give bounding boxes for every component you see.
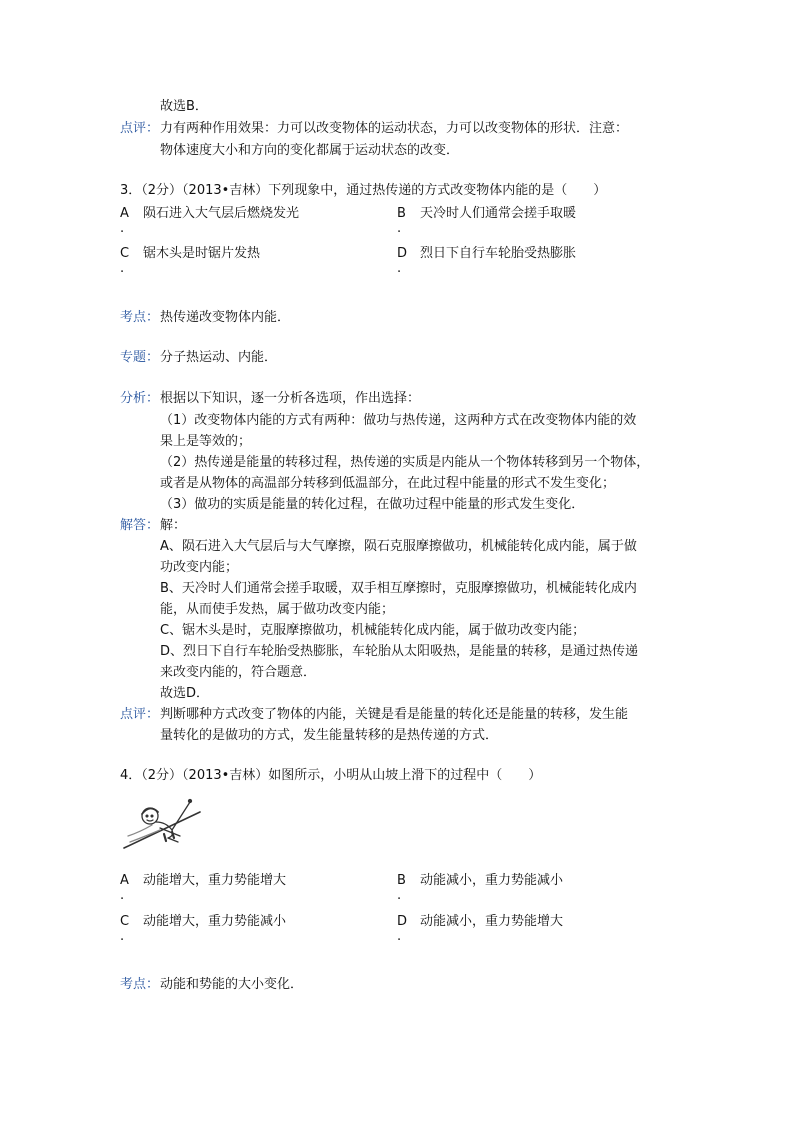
- q4-option-b-dot: .: [397, 888, 402, 903]
- q4-option-a-text: 动能增大，重力势能增大: [143, 873, 287, 888]
- q3-fenxi-2a: （2）热传递是能量的转移过程，热传递的实质是内能从一个物体转移到另一个物体，: [160, 455, 650, 470]
- q3-jieda-b2: 能，从而使手发热，属于做功改变内能；: [160, 602, 395, 617]
- q3-option-d-text: 烈日下自行车轮胎受热膨胀: [420, 246, 577, 261]
- q3-option-a-dot: .: [120, 221, 125, 236]
- q4-option-c-letter: C: [120, 914, 130, 929]
- q4-option-d-text: 动能减小，重力势能增大: [420, 914, 564, 929]
- comment-line-1: 力有两种作用效果：力可以改变物体的运动状态，力可以改变物体的形状．注意：: [160, 121, 629, 136]
- skiing-boy-figure: [120, 792, 204, 852]
- q3-fenxi-intro: 根据以下知识，逐一分析各选项，作出选择：: [160, 391, 421, 406]
- q3-jieda-select: 故选D．: [160, 686, 210, 701]
- q3-jieda-c: C、锯木头是时，克服摩擦做功，机械能转化成内能，属于做功改变内能；: [160, 623, 586, 638]
- q3-zhuanti-label: 专题：: [120, 350, 160, 365]
- q3-option-d-letter: D: [397, 246, 408, 261]
- q3-jieda-b1: B、天冷时人们通常会搓手取暖，双手相互摩擦时，克服摩擦做功，机械能转化成内: [160, 581, 637, 596]
- q3-jieda-d1: D、烈日下自行车轮胎受热膨胀，车轮胎从太阳吸热，是能量的转移，是通过热传递: [160, 644, 639, 659]
- q4-option-d-dot: .: [397, 929, 402, 944]
- q3-kaodian: 热传递改变物体内能．: [160, 310, 291, 325]
- select-answer-b: 故选B．: [160, 99, 208, 114]
- q3-fenxi-label: 分析：: [120, 391, 160, 406]
- q3-jieda-d2: 来改变内能的，符合题意．: [160, 665, 317, 680]
- q4-stem: 4．（2分）（2013•吉林）如图所示，小明从山坡上滑下的过程中（ ）: [120, 768, 542, 783]
- q3-fenxi-1b: 果上是等效的；: [160, 434, 252, 449]
- q3-fenxi-2b: 或者是从物体的高温部分转移到低温部分，在此过程中能量的形式不发生变化；: [160, 476, 616, 491]
- q3-kaodian-label: 考点：: [120, 310, 160, 325]
- q4-option-b-letter: B: [397, 873, 406, 888]
- q3-pingping-label: 点评：: [120, 707, 160, 722]
- q3-jieda-a1: A、陨石进入大气层后与大气摩擦，陨石克服摩擦做功，机械能转化成内能，属于做: [160, 539, 637, 554]
- q3-option-d-dot: .: [397, 261, 402, 276]
- q3-option-b-letter: B: [397, 206, 406, 221]
- q4-option-a-dot: .: [120, 888, 125, 903]
- q3-jieda-label: 解答：: [120, 518, 160, 533]
- q4-option-c-dot: .: [120, 929, 125, 944]
- q3-zhuanti: 分子热运动、内能．: [160, 350, 278, 365]
- q4-option-c-text: 动能增大，重力势能减小: [143, 914, 287, 929]
- q3-pingping-2: 量转化的是做功的方式，发生能量转移的是热传递的方式．: [160, 728, 499, 743]
- q3-jieda-a2: 功改变内能；: [160, 560, 239, 575]
- q3-option-c-text: 锯木头是时锯片发热: [143, 246, 261, 261]
- q4-option-a-letter: A: [120, 873, 129, 888]
- q4-option-b-text: 动能减小，重力势能减小: [420, 873, 564, 888]
- comment-line-2: 物体速度大小和方向的变化都属于运动状态的改变．: [160, 143, 460, 158]
- q3-pingping-1: 判断哪种方式改变了物体的内能，关键是看是能量的转化还是能量的转移，发生能: [160, 707, 629, 722]
- q3-option-c-letter: C: [120, 246, 130, 261]
- q3-option-a-text: 陨石进入大气层后燃烧发光: [143, 206, 300, 221]
- q3-option-b-text: 天冷时人们通常会搓手取暖: [420, 206, 577, 221]
- q3-fenxi-1a: （1）改变物体内能的方式有两种：做功与热传递，这两种方式在改变物体内能的效: [160, 413, 637, 428]
- q3-jieda-intro: 解：: [160, 518, 187, 533]
- q3-option-b-dot: .: [397, 221, 402, 236]
- q3-fenxi-3: （3）做功的实质是能量的转化过程，在做功过程中能量的形式发生变化．: [160, 497, 585, 512]
- q4-kaodian: 动能和势能的大小变化．: [160, 977, 304, 992]
- q3-option-a-letter: A: [120, 206, 129, 221]
- q4-kaodian-label: 考点：: [120, 977, 160, 992]
- q3-option-c-dot: .: [120, 261, 125, 276]
- q4-option-d-letter: D: [397, 914, 408, 929]
- q3-stem: 3．（2分）（2013•吉林）下列现象中，通过热传递的方式改变物体内能的是（ ）: [120, 183, 607, 198]
- comment-label: 点评：: [120, 121, 160, 136]
